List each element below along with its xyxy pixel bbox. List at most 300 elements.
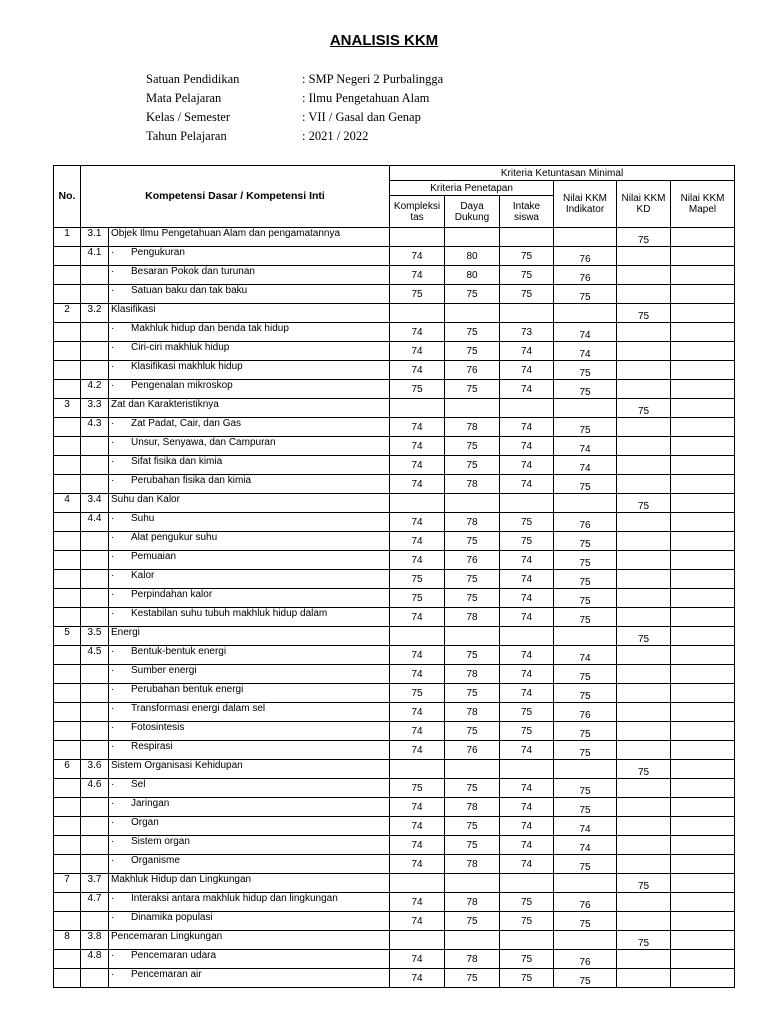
- row-number: [54, 342, 81, 361]
- kompleksitas-value: 75: [390, 285, 445, 304]
- nilai-indikator-value: 75: [554, 532, 617, 551]
- daya-dukung-value: 78: [445, 608, 500, 627]
- kd-label: Organisme: [131, 855, 180, 866]
- kd-label: Klasifikasi: [111, 304, 156, 315]
- kd-label: Perubahan bentuk energi: [131, 684, 244, 695]
- table-row: [54, 684, 735, 703]
- nilai-kd-value: 75: [617, 760, 671, 779]
- bullet-icon: ·: [111, 589, 115, 600]
- kompleksitas-value: [390, 874, 445, 893]
- intake-value: 75: [500, 912, 554, 931]
- kd-code: [81, 817, 109, 836]
- nilai-mapel-value: [671, 684, 735, 703]
- bullet-icon: ·: [111, 342, 115, 353]
- kd-code: 4.1: [81, 247, 109, 266]
- bullet-icon: ·: [111, 323, 115, 334]
- row-number: [54, 247, 81, 266]
- kd-label: Respirasi: [131, 741, 173, 752]
- nilai-kd-value: [617, 437, 671, 456]
- nilai-mapel-value: [671, 380, 735, 399]
- nilai-indikator-value: [554, 399, 617, 418]
- kd-label: Pencemaran Lingkungan: [111, 931, 223, 942]
- table-row: [54, 456, 735, 475]
- nilai-indikator-value: 75: [554, 722, 617, 741]
- nilai-indikator-value: 75: [554, 684, 617, 703]
- nilai-indikator-value: [554, 228, 617, 247]
- header-intake: Intake siswa: [500, 196, 554, 228]
- nilai-kd-value: [617, 703, 671, 722]
- row-number: [54, 361, 81, 380]
- header-kompleksitas: Kompleksi tas: [390, 196, 445, 228]
- kd-code: [81, 741, 109, 760]
- table-row: [54, 475, 735, 494]
- kd-code: 4.8: [81, 950, 109, 969]
- nilai-indikator-value: 74: [554, 836, 617, 855]
- nilai-mapel-value: [671, 627, 735, 646]
- bullet-icon: ·: [111, 855, 115, 866]
- nilai-indikator-value: 75: [554, 855, 617, 874]
- nilai-indikator-value: 75: [554, 551, 617, 570]
- daya-dukung-value: 75: [445, 817, 500, 836]
- intake-value: [500, 931, 554, 950]
- bullet-icon: ·: [111, 532, 115, 543]
- nilai-indikator-value: 76: [554, 247, 617, 266]
- bullet-icon: ·: [111, 475, 115, 486]
- nilai-indikator-value: 75: [554, 361, 617, 380]
- daya-dukung-value: 76: [445, 741, 500, 760]
- nilai-mapel-value: [671, 798, 735, 817]
- kd-code: 3.7: [81, 874, 109, 893]
- nilai-indikator-value: 75: [554, 779, 617, 798]
- nilai-indikator-value: 76: [554, 703, 617, 722]
- intake-value: 75: [500, 247, 554, 266]
- kd-code: 3.8: [81, 931, 109, 950]
- kd-text: [109, 570, 390, 589]
- nilai-mapel-value: [671, 342, 735, 361]
- header-kriteria-ketuntasan: Kriteria Ketuntasan Minimal: [390, 166, 735, 181]
- kd-code: [81, 969, 109, 988]
- nilai-indikator-value: 76: [554, 950, 617, 969]
- row-number: [54, 456, 81, 475]
- intake-value: 74: [500, 741, 554, 760]
- kd-label: Kestabilan suhu tubuh makhluk hidup dalam: [131, 608, 328, 619]
- kd-code: [81, 855, 109, 874]
- kd-code: [81, 703, 109, 722]
- kd-label: Bentuk-bentuk energi: [131, 646, 227, 657]
- nilai-kd-value: 75: [617, 399, 671, 418]
- nilai-kd-value: 75: [617, 494, 671, 513]
- row-number: [54, 741, 81, 760]
- nilai-mapel-value: [671, 418, 735, 437]
- info-label: Kelas / Semester: [146, 110, 231, 124]
- nilai-mapel-value: [671, 931, 735, 950]
- kd-label: Pemuaian: [131, 551, 177, 562]
- info-row: [146, 110, 443, 129]
- bullet-icon: ·: [111, 779, 115, 790]
- kompleksitas-value: [390, 760, 445, 779]
- kd-code: [81, 912, 109, 931]
- nilai-indikator-value: 74: [554, 456, 617, 475]
- kompleksitas-value: 74: [390, 646, 445, 665]
- nilai-mapel-value: [671, 874, 735, 893]
- nilai-kd-value: [617, 665, 671, 684]
- daya-dukung-value: 75: [445, 722, 500, 741]
- intake-value: 74: [500, 684, 554, 703]
- daya-dukung-value: 75: [445, 912, 500, 931]
- nilai-mapel-value: [671, 646, 735, 665]
- table-row: [54, 570, 735, 589]
- table-row: [54, 399, 735, 418]
- row-number: 7: [54, 874, 81, 893]
- table-row: [54, 494, 735, 513]
- table-row: [54, 969, 735, 988]
- intake-value: [500, 627, 554, 646]
- kd-text: [109, 589, 390, 608]
- table-row: [54, 950, 735, 969]
- nilai-kd-value: [617, 285, 671, 304]
- nilai-indikator-value: [554, 760, 617, 779]
- intake-value: 74: [500, 836, 554, 855]
- bullet-icon: ·: [111, 912, 115, 923]
- intake-value: 75: [500, 950, 554, 969]
- intake-value: 75: [500, 722, 554, 741]
- nilai-kd-value: [617, 646, 671, 665]
- nilai-mapel-value: [671, 228, 735, 247]
- nilai-mapel-value: [671, 855, 735, 874]
- nilai-kd-value: [617, 266, 671, 285]
- kd-text: [109, 931, 390, 950]
- school-info: [146, 72, 443, 148]
- nilai-kd-value: [617, 798, 671, 817]
- nilai-kd-value: [617, 456, 671, 475]
- kd-label: Energi: [111, 627, 140, 638]
- row-number: [54, 893, 81, 912]
- kd-label: Transformasi energi dalam sel: [131, 703, 266, 714]
- kd-code: [81, 722, 109, 741]
- table-row: [54, 437, 735, 456]
- nilai-indikator-value: 75: [554, 570, 617, 589]
- daya-dukung-value: 78: [445, 703, 500, 722]
- table-row: [54, 817, 735, 836]
- kd-text: [109, 836, 390, 855]
- kompleksitas-value: 74: [390, 912, 445, 931]
- kd-code: 3.4: [81, 494, 109, 513]
- table-row: [54, 247, 735, 266]
- intake-value: [500, 304, 554, 323]
- intake-value: 74: [500, 380, 554, 399]
- bullet-icon: ·: [111, 798, 115, 809]
- intake-value: 74: [500, 570, 554, 589]
- nilai-kd-value: [617, 589, 671, 608]
- kd-label: Makhluk Hidup dan Lingkungan: [111, 874, 252, 885]
- kd-text: [109, 399, 390, 418]
- info-value: : SMP Negeri 2 Purbalingga: [302, 72, 444, 86]
- kkm-table-body: [54, 228, 735, 988]
- kd-code: 3.6: [81, 760, 109, 779]
- bullet-icon: ·: [111, 684, 115, 695]
- table-row: [54, 589, 735, 608]
- bullet-icon: ·: [111, 665, 115, 676]
- daya-dukung-value: 75: [445, 285, 500, 304]
- kd-code: 4.7: [81, 893, 109, 912]
- intake-value: 74: [500, 646, 554, 665]
- nilai-mapel-value: [671, 304, 735, 323]
- table-row: [54, 646, 735, 665]
- bullet-icon: ·: [111, 380, 115, 391]
- daya-dukung-value: 78: [445, 475, 500, 494]
- kd-text: [109, 741, 390, 760]
- kd-label: Zat Padat, Cair, dan Gas: [131, 418, 242, 429]
- daya-dukung-value: [445, 399, 500, 418]
- row-number: [54, 817, 81, 836]
- bullet-icon: ·: [111, 893, 115, 904]
- kd-text: [109, 494, 390, 513]
- bullet-icon: ·: [111, 817, 115, 828]
- nilai-mapel-value: [671, 437, 735, 456]
- row-number: 5: [54, 627, 81, 646]
- intake-value: 74: [500, 665, 554, 684]
- nilai-mapel-value: [671, 950, 735, 969]
- nilai-mapel-value: [671, 779, 735, 798]
- kompleksitas-value: 74: [390, 247, 445, 266]
- daya-dukung-value: [445, 228, 500, 247]
- row-number: [54, 665, 81, 684]
- kkm-table: [53, 165, 735, 988]
- kd-text: [109, 361, 390, 380]
- daya-dukung-value: 75: [445, 323, 500, 342]
- bullet-icon: ·: [111, 969, 115, 980]
- intake-value: 75: [500, 893, 554, 912]
- kd-text: [109, 779, 390, 798]
- row-number: 1: [54, 228, 81, 247]
- daya-dukung-value: 78: [445, 893, 500, 912]
- kd-text: [109, 532, 390, 551]
- nilai-mapel-value: [671, 475, 735, 494]
- row-number: [54, 779, 81, 798]
- nilai-mapel-value: [671, 399, 735, 418]
- nilai-indikator-value: 75: [554, 608, 617, 627]
- kd-text: [109, 874, 390, 893]
- kompleksitas-value: 74: [390, 342, 445, 361]
- row-number: [54, 551, 81, 570]
- bullet-icon: ·: [111, 513, 115, 524]
- daya-dukung-value: [445, 760, 500, 779]
- intake-value: 74: [500, 361, 554, 380]
- nilai-kd-value: [617, 950, 671, 969]
- nilai-indikator-value: 75: [554, 798, 617, 817]
- daya-dukung-value: 78: [445, 855, 500, 874]
- kompleksitas-value: 74: [390, 475, 445, 494]
- row-number: 4: [54, 494, 81, 513]
- intake-value: 74: [500, 551, 554, 570]
- nilai-mapel-value: [671, 361, 735, 380]
- nilai-mapel-value: [671, 665, 735, 684]
- nilai-kd-value: [617, 475, 671, 494]
- daya-dukung-value: [445, 494, 500, 513]
- kd-text: [109, 456, 390, 475]
- bullet-icon: ·: [111, 418, 115, 429]
- nilai-kd-value: [617, 969, 671, 988]
- row-number: [54, 285, 81, 304]
- daya-dukung-value: 75: [445, 779, 500, 798]
- nilai-indikator-value: [554, 494, 617, 513]
- kd-code: [81, 608, 109, 627]
- nilai-kd-value: [617, 684, 671, 703]
- bullet-icon: ·: [111, 646, 115, 657]
- table-row: [54, 931, 735, 950]
- intake-value: 74: [500, 475, 554, 494]
- table-row: [54, 760, 735, 779]
- daya-dukung-value: 78: [445, 798, 500, 817]
- kd-text: [109, 817, 390, 836]
- nilai-kd-value: [617, 323, 671, 342]
- row-number: [54, 836, 81, 855]
- daya-dukung-value: 80: [445, 247, 500, 266]
- nilai-kd-value: [617, 741, 671, 760]
- kd-label: Sistem organ: [131, 836, 190, 847]
- table-row: [54, 779, 735, 798]
- daya-dukung-value: [445, 627, 500, 646]
- kd-code: [81, 532, 109, 551]
- nilai-indikator-value: 75: [554, 741, 617, 760]
- kd-text: [109, 342, 390, 361]
- kompleksitas-value: 75: [390, 380, 445, 399]
- kd-label: Satuan baku dan tak baku: [131, 285, 248, 296]
- kompleksitas-value: 75: [390, 684, 445, 703]
- kd-code: 4.6: [81, 779, 109, 798]
- row-number: [54, 703, 81, 722]
- daya-dukung-value: 78: [445, 665, 500, 684]
- table-row: [54, 304, 735, 323]
- nilai-indikator-value: 76: [554, 266, 617, 285]
- daya-dukung-value: 75: [445, 836, 500, 855]
- nilai-mapel-value: [671, 513, 735, 532]
- kompleksitas-value: 74: [390, 513, 445, 532]
- intake-value: 74: [500, 608, 554, 627]
- kd-text: [109, 665, 390, 684]
- nilai-kd-value: [617, 342, 671, 361]
- info-row: [146, 91, 443, 110]
- nilai-indikator-value: [554, 304, 617, 323]
- kd-text: [109, 247, 390, 266]
- kd-code: [81, 456, 109, 475]
- kd-text: [109, 380, 390, 399]
- kompleksitas-value: 75: [390, 779, 445, 798]
- kd-code: 4.3: [81, 418, 109, 437]
- nilai-mapel-value: [671, 456, 735, 475]
- intake-value: 74: [500, 855, 554, 874]
- intake-value: [500, 494, 554, 513]
- info-label: Tahun Pelajaran: [146, 129, 227, 143]
- row-number: [54, 570, 81, 589]
- kd-label: Sifat fisika dan kimia: [131, 456, 223, 467]
- nilai-kd-value: [617, 551, 671, 570]
- bullet-icon: ·: [111, 456, 115, 467]
- info-value: : VII / Gasal dan Genap: [302, 110, 421, 124]
- nilai-mapel-value: [671, 893, 735, 912]
- table-row: [54, 665, 735, 684]
- info-label: Satuan Pendidikan: [146, 72, 240, 86]
- intake-value: 74: [500, 437, 554, 456]
- kd-label: Perpindahan kalor: [131, 589, 213, 600]
- kd-text: [109, 950, 390, 969]
- kd-label: Jaringan: [131, 798, 170, 809]
- row-number: [54, 608, 81, 627]
- row-number: [54, 513, 81, 532]
- info-row: [146, 129, 443, 148]
- header-kriteria-penetapan: Kriteria Penetapan: [390, 181, 554, 196]
- kompleksitas-value: 74: [390, 323, 445, 342]
- kd-label: Suhu dan Kalor: [111, 494, 180, 505]
- kd-code: 3.3: [81, 399, 109, 418]
- info-label: Mata Pelajaran: [146, 91, 222, 105]
- kompleksitas-value: [390, 931, 445, 950]
- row-number: [54, 912, 81, 931]
- nilai-indikator-value: 75: [554, 380, 617, 399]
- kompleksitas-value: [390, 494, 445, 513]
- nilai-mapel-value: [671, 912, 735, 931]
- nilai-mapel-value: [671, 532, 735, 551]
- nilai-mapel-value: [671, 741, 735, 760]
- table-row: [54, 285, 735, 304]
- table-row: [54, 361, 735, 380]
- nilai-mapel-value: [671, 266, 735, 285]
- page-title: ANALISIS KKM: [329, 32, 439, 49]
- kd-text: [109, 418, 390, 437]
- kompleksitas-value: 74: [390, 741, 445, 760]
- daya-dukung-value: 75: [445, 532, 500, 551]
- kd-label: Perubahan fisika dan kimia: [131, 475, 252, 486]
- intake-value: 74: [500, 456, 554, 475]
- row-number: [54, 798, 81, 817]
- daya-dukung-value: [445, 931, 500, 950]
- kd-text: [109, 798, 390, 817]
- intake-value: [500, 228, 554, 247]
- intake-value: 75: [500, 285, 554, 304]
- nilai-mapel-value: [671, 703, 735, 722]
- kd-text: [109, 475, 390, 494]
- kd-label: Sel: [131, 779, 146, 790]
- kompleksitas-value: 74: [390, 722, 445, 741]
- daya-dukung-value: 75: [445, 589, 500, 608]
- kd-label: Alat pengukur suhu: [131, 532, 218, 543]
- kd-text: [109, 437, 390, 456]
- intake-value: 75: [500, 513, 554, 532]
- daya-dukung-value: [445, 874, 500, 893]
- nilai-kd-value: [617, 912, 671, 931]
- nilai-kd-value: [617, 779, 671, 798]
- daya-dukung-value: 75: [445, 969, 500, 988]
- info-value: : Ilmu Pengetahuan Alam: [302, 91, 430, 105]
- daya-dukung-value: 75: [445, 646, 500, 665]
- kompleksitas-value: 74: [390, 665, 445, 684]
- nilai-indikator-value: 75: [554, 418, 617, 437]
- bullet-icon: ·: [111, 266, 115, 277]
- kd-label: Sumber energi: [131, 665, 197, 676]
- kd-text: [109, 969, 390, 988]
- kompleksitas-value: 74: [390, 456, 445, 475]
- kompleksitas-value: 74: [390, 817, 445, 836]
- kd-label: Pencemaran udara: [131, 950, 217, 961]
- row-number: 6: [54, 760, 81, 779]
- kompleksitas-value: 74: [390, 266, 445, 285]
- kompleksitas-value: 74: [390, 950, 445, 969]
- table-row: [54, 380, 735, 399]
- nilai-indikator-value: 74: [554, 646, 617, 665]
- kd-text: [109, 304, 390, 323]
- kd-code: 3.2: [81, 304, 109, 323]
- intake-value: [500, 399, 554, 418]
